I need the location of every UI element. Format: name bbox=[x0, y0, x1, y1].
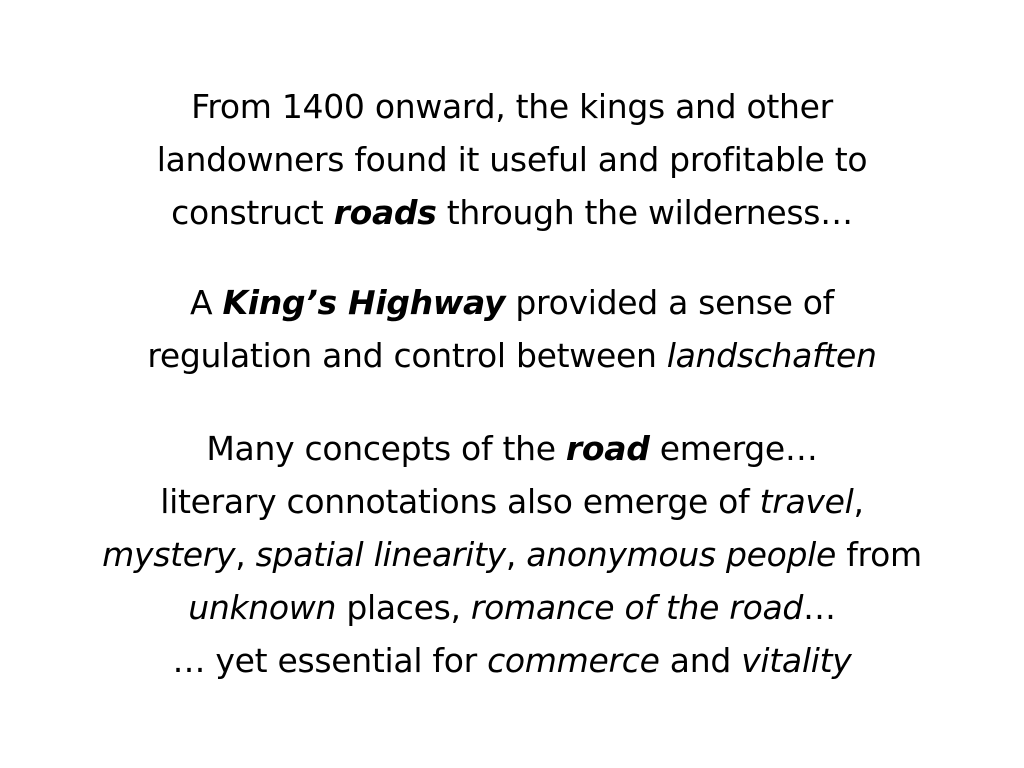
paragraph-roads-construction bbox=[0, 80, 1024, 239]
text-run: from bbox=[836, 535, 922, 574]
text-line bbox=[0, 475, 1024, 528]
emphasis-road: road bbox=[565, 429, 650, 468]
paragraph-road-concepts bbox=[0, 422, 1024, 687]
text-run: construct bbox=[171, 193, 334, 232]
text-line bbox=[0, 634, 1024, 687]
text-run: , bbox=[505, 535, 527, 574]
emphasis-roads: roads bbox=[333, 193, 437, 232]
text-line bbox=[0, 133, 1024, 186]
text-run: Many concepts of the bbox=[206, 429, 566, 468]
text-run: emerge… bbox=[649, 429, 818, 468]
text-run: regulation and control between bbox=[147, 336, 667, 375]
emphasis-vitality: vitality bbox=[741, 641, 852, 680]
emphasis-spatial-linearity: spatial linearity bbox=[255, 535, 506, 574]
text-run: From 1400 onward, the kings and other bbox=[191, 87, 833, 126]
text-run: … bbox=[803, 588, 836, 627]
emphasis-romance-of-the-road: romance of the road bbox=[470, 588, 804, 627]
text-line bbox=[0, 422, 1024, 475]
text-line bbox=[0, 276, 1024, 329]
text-run: , bbox=[235, 535, 256, 574]
text-run: provided a sense of bbox=[505, 283, 834, 322]
text-line bbox=[0, 528, 1024, 581]
emphasis-travel: travel bbox=[759, 482, 854, 521]
text-run: and bbox=[659, 641, 742, 680]
emphasis-mystery: mystery bbox=[102, 535, 236, 574]
text-run: places, bbox=[336, 588, 471, 627]
text-run: through the wilderness… bbox=[436, 193, 853, 232]
paragraph-kings-highway bbox=[0, 276, 1024, 382]
emphasis-anonymous-people: anonymous people bbox=[526, 535, 837, 574]
text-run: literary connotations also emerge of bbox=[160, 482, 760, 521]
text-run: … yet essential for bbox=[172, 641, 488, 680]
emphasis-landschaften: landschaften bbox=[666, 336, 877, 375]
text-line bbox=[0, 80, 1024, 133]
text-run: A bbox=[189, 283, 223, 322]
emphasis-commerce: commerce bbox=[487, 641, 660, 680]
emphasis-unknown: unknown bbox=[188, 588, 337, 627]
text-line bbox=[0, 581, 1024, 634]
emphasis-kings-highway: King’s Highway bbox=[222, 283, 506, 322]
text-run: landowners found it useful and profitable to bbox=[156, 140, 868, 179]
text-line bbox=[0, 329, 1024, 382]
text-line bbox=[0, 186, 1024, 239]
text-run: , bbox=[853, 482, 864, 521]
